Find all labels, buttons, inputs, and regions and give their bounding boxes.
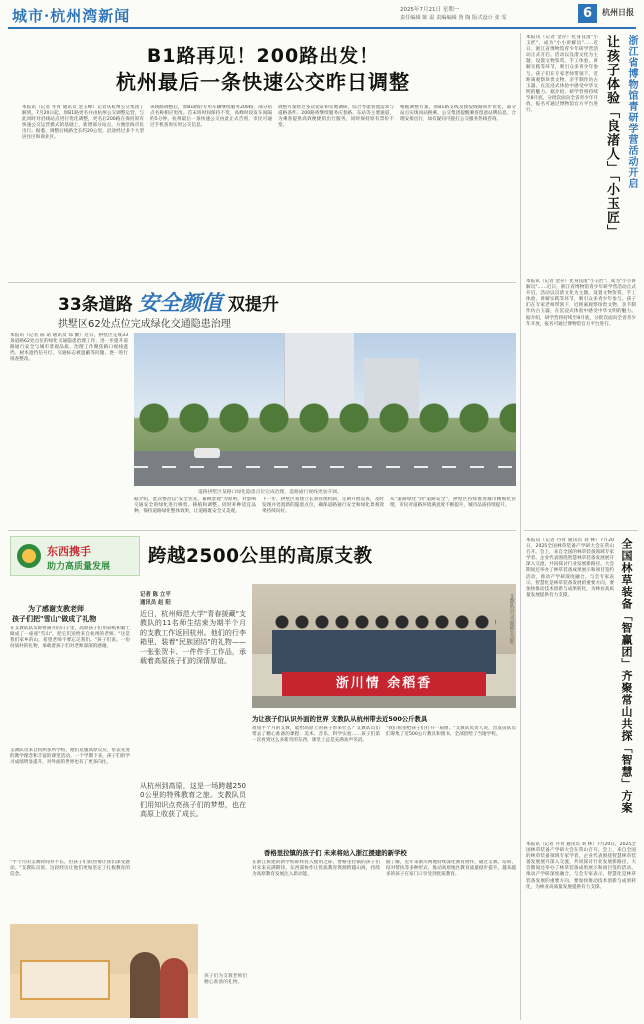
story2-col4: 从"道路绿化"到"道路安全"，拱墅区持续推进城市精细化管理，市民对道路环境满意度不断提升，城市品质持续提升。 bbox=[390, 497, 516, 509]
road-photo-lane bbox=[134, 466, 516, 468]
newspaper-logo: 杭州日报 bbox=[602, 7, 634, 17]
side-story-museum bbox=[524, 33, 638, 530]
group-photo-banner-text: 浙川情 余稻香 bbox=[335, 676, 433, 691]
side2-body: 本报讯（记者 丹青 通讯员 刘 林）7月20日，2025全国林草装备产学研大会在常山召开。会上，来自全国的林草装备领域专家学者、企业代表围绕智慧林草装备发展展开深入交流，共同探讨行业发展新路径。大会期间还举办了林草装备成果展示和项目签约活动，推动产学研深度融合。与会专家表示，智慧化是林草装备发展的重要方向，要加快推动技术创新与成果转化，为林业高质量发展提供有力支撑。 bbox=[526, 538, 614, 598]
banner-icon bbox=[17, 544, 41, 568]
side-story-forestry bbox=[524, 534, 638, 1020]
header-divider bbox=[8, 27, 636, 29]
divider-2 bbox=[8, 530, 516, 531]
side1-headline: 让孩子体验「良渚人」「小玉匠」 bbox=[604, 35, 619, 239]
story3-sub2: 孩子们把"雪山"做成了礼物 bbox=[12, 615, 97, 623]
group-photo-caption: 支教队员与当地师生合影。 bbox=[509, 594, 514, 648]
page-header bbox=[0, 0, 644, 30]
story-plateau-teaching bbox=[8, 534, 518, 1020]
side1-title: 浙江省博物馆青研学营活动开启 bbox=[626, 35, 637, 189]
story1-col4: 根据调整方案，原B1路支线及接驳线路同步优化，部分站点实现同站换乘。公交集团提醒乘客留意站牌信息，合理安排出行，如有疑问可拨打公交服务热线咨询。 bbox=[400, 105, 516, 123]
story1-col1: 本报讯（记者 冬青 通讯员 金玉峰）记者从杭州公交集团了解到，7月20日起，原B1路更名并由杭州公交调整运营，与此同时对沿线站点进行优化调整，更名后200路在保持原有快速公交运营模式的基础上，新增部分站点，方便沿线市民出行。据悉，调整后线路全长约20公里，沿途经过多个大型居住区和商业区。 bbox=[22, 105, 144, 141]
banner-line-1: 东西携手 bbox=[47, 545, 91, 558]
group-photo-people bbox=[272, 614, 496, 674]
story1-col3: 调整方案经过多次论证和实地调研，综合考虑客流需求与道路条件。200路将继续服务庆春路、东站等主要通道，为乘客提供高效便捷的出行服务，同时保持原有票价不变。 bbox=[278, 105, 394, 129]
side1-body: 本报讯（记者 金存）化身良渚"小玉匠"，成为"小小讲解员"……近日，浙江省博物馆青少年研学营活动正式开启。活动以良渚文化为主题，设置文物鉴赏、手工体验、讲解实践等环节，吸引众多青少年参与。孩子们在专家老师带领下，近距离观察珍贵文物，亲手制作仿古玉器，在沉浸式体验中感受中华文明的魅力。据介绍，研学营将持续至8月底，分批次面向全省青少年开放，报名可通过博物馆官方平台进行。 bbox=[526, 35, 598, 114]
road-photo-car bbox=[194, 448, 220, 458]
section-title: 城市·杭州湾新闻 bbox=[12, 7, 131, 25]
gifts-photo bbox=[10, 924, 198, 1018]
side2-body-cont: 本报讯（记者 丹青 通讯员 刘 林）7月20日，2025全国林草装备产学研大会在常山召开。会上，来自全国的林草装备领域专家学者、企业代表围绕智慧林草装备发展展开深入交流，共同探讨行业发展新路径。大会期间还举办了林草装备成果展示和项目签约活动，推动产学研深度融合。与会专家表示，智慧化是林草装备发展的重要方向，要加快推动技术创新与成果转化，为林业高质量发展提供有力支撑。 bbox=[526, 842, 636, 890]
gifts-photo-person-2 bbox=[160, 958, 188, 1018]
story1-headline-2: 杭州最后一条快速公交昨日调整 bbox=[116, 70, 410, 94]
story3-caption-3: 香格里拉镇的孩子们 未来将站入浙江援建的新学校 bbox=[264, 849, 407, 857]
road-photo-trees bbox=[134, 403, 516, 438]
banner-line-2: 助力高质量发展 bbox=[47, 562, 111, 572]
east-west-banner bbox=[10, 536, 140, 576]
group-photo bbox=[252, 584, 516, 708]
story-road-safety bbox=[8, 285, 518, 525]
gifts-photo-caption: 孩子们为支教老师们精心准备的礼物。 bbox=[204, 974, 248, 986]
reporter-label: 记者 陈 立平 bbox=[140, 592, 171, 598]
editors-line: 责任编辑 陈 温 责编编辑 鲁 陶 版式设计 张 雯 bbox=[400, 15, 507, 21]
story3-col1: 在支教队队员即将离开的日子里，高原孩子们用彩纸和黏土做成了一座座"雪山"，把它们送给来自杭州的老师。"这是我们家乡的山，希望老师不要忘记我们。"孩子们说。一份份质朴的礼物，承载着孩子们对老师深深的感谢。 bbox=[10, 626, 130, 650]
story3-col2: 支教队员来自杭州多所学校，他们克服高原反应，带去先进的教学理念和丰富的课堂活动。一个学期下来，孩子们的学习成绩明显提升，对外面的世界也有了更多向往。 bbox=[10, 748, 130, 766]
side2-title: 全国林草装备「智赢团」齐聚常山共探「智慧」方案 bbox=[620, 538, 633, 814]
gifts-photo-board bbox=[20, 960, 110, 1000]
story2-col1: 本报讯（记者 陈 诺 通讯员 郑 勤）近日，拱墅区完成33条道路62处点位的绿化交通隐患治理工作，进一步提升道路通行安全与城市景观品质。治理工作聚焦路口视线遮挡、树木遮挡信号灯、交通标志被遮蔽等问题，逐一进行排查整改。 bbox=[10, 333, 128, 363]
story3-caption-2: 为让孩子们认识外面的世界 支教队从杭州带去近500公斤教具 bbox=[252, 715, 428, 723]
group-photo-ground bbox=[252, 696, 516, 708]
group-photo-banner bbox=[282, 672, 486, 696]
page-number: 6 bbox=[582, 6, 593, 21]
story3-col3: "半个月的支教时间并不长，但孩子们的热情让我们深受感动。"支教队员说，这段经历让他们更加坚定了扎根教育的信念。 bbox=[10, 860, 130, 878]
story3-body4: 据了解，近年来浙川两地持续深化教育协作，通过支教、培训、结对帮扶等多种形式，推动高原地区教育质量稳步提升，越来越多的孩子在家门口享受到优质教育。 bbox=[386, 860, 516, 878]
story1-headline-1: B1路再见！200路出发！ bbox=[146, 45, 380, 67]
story2-headline bbox=[58, 287, 279, 317]
story1-col2: 该线路调整后，原B1路的专用车辆继续服务200路，部分站点名称相应更改。首末班时间保持不变，高峰时段发车间隔约5分钟。杭州最后一条快速公交由此正式告别，市民可通过手机查询实时公交信息。 bbox=[150, 105, 272, 129]
story3-sub1: 为了感谢支教老师 bbox=[28, 605, 84, 613]
gifts-photo-person bbox=[130, 952, 160, 1018]
page-number-badge bbox=[578, 4, 597, 23]
story2-headline-b: 安全颜值 bbox=[138, 291, 223, 315]
road-photo-road bbox=[134, 451, 516, 486]
story2-subtitle: 拱墅区62处点位完成绿化交通隐患治理 bbox=[58, 319, 231, 330]
divider-right bbox=[524, 530, 638, 531]
story2-col3: 下一步，拱墅区将建立长效管理机制，定期开展巡查，及时发现并处置新的隐患点位，确保道路通行安全和绿化景观效果持续向好。 bbox=[262, 497, 384, 515]
story3-mid-col-2: 从杭州到高原，这是一场跨越2500公里的特殊教育之旅。支教队员们用知识点亮孩子们的梦想，也在高原上收获了成长。 bbox=[140, 782, 246, 819]
story3-body2: "我们希望给孩子们打开一扇窗。"支教队负责人说，出发前队员们筹集了近500公斤教具和图书，全部留给了当地学校。 bbox=[386, 726, 516, 738]
date-line: 2025年7月21日 星期一 bbox=[400, 7, 460, 13]
road-photo-caption: 道路拱墅区某路口绿化隐患点位完成治理，道路通行视线更加开阔。 bbox=[198, 490, 342, 495]
story3-body3: 在浙江援建的新学校即将投入使用之际，香格里拉镇的孩子们对未来充满期待。东西部协作让优质教育资源跨越山海，持续为高原教育发展注入新动能。 bbox=[252, 860, 380, 878]
right-column-divider bbox=[520, 33, 521, 1020]
reporter-label-2: 通讯员 赵 阳 bbox=[140, 600, 171, 606]
story2-headline-c: 双提升 bbox=[227, 295, 279, 315]
story-b1-route bbox=[8, 33, 518, 281]
story3-body1: 短短半个月的支教，能给高原上的孩子带来什么？支教队员们带去了精心准备的课程：美术、音乐、科学实验……孩子们第一次看到这么多新奇的东西，课堂上总是充满欢声笑语。 bbox=[252, 726, 380, 744]
story2-headline-a: 33条道路 bbox=[58, 295, 133, 315]
side1-body-cont: 本报讯（记者 金存）化身良渚"小玉匠"，成为"小小讲解员"……近日，浙江省博物馆青少年研学营活动正式开启。活动以良渚文化为主题，设置文物鉴赏、手工体验、讲解实践等环节，吸引众多青少年参与。孩子们在专家老师带领下，近距离观察珍贵文物，亲手制作仿古玉器，在沉浸式体验中感受中华文明的魅力。据介绍，研学营将持续至8月底，分批次面向全省青少年开放，报名可通过博物馆官方平台进行。 bbox=[526, 279, 636, 327]
story2-col2: 据介绍，此次整治以"安全优先、兼顾景观"为原则，对影响交通安全的绿化进行修剪、移植和调整。同时补种适宜品种，保持道路绿化整体效果，让道路既安全又美观。 bbox=[134, 497, 256, 515]
story3-headline: 跨越2500公里的高原支教 bbox=[148, 546, 373, 567]
road-photo bbox=[134, 333, 516, 486]
divider-1 bbox=[8, 282, 516, 283]
story3-mid-col: 近日，杭州师范大学"青春援藏"支教队的11名师生结束为期半个月的支教工作返回杭州。他们的行李箱里，装着"民族团结"的礼物——一张张贺卡、一件件手工作品，承载着高原孩子们的深情厚谊。 bbox=[140, 610, 246, 666]
